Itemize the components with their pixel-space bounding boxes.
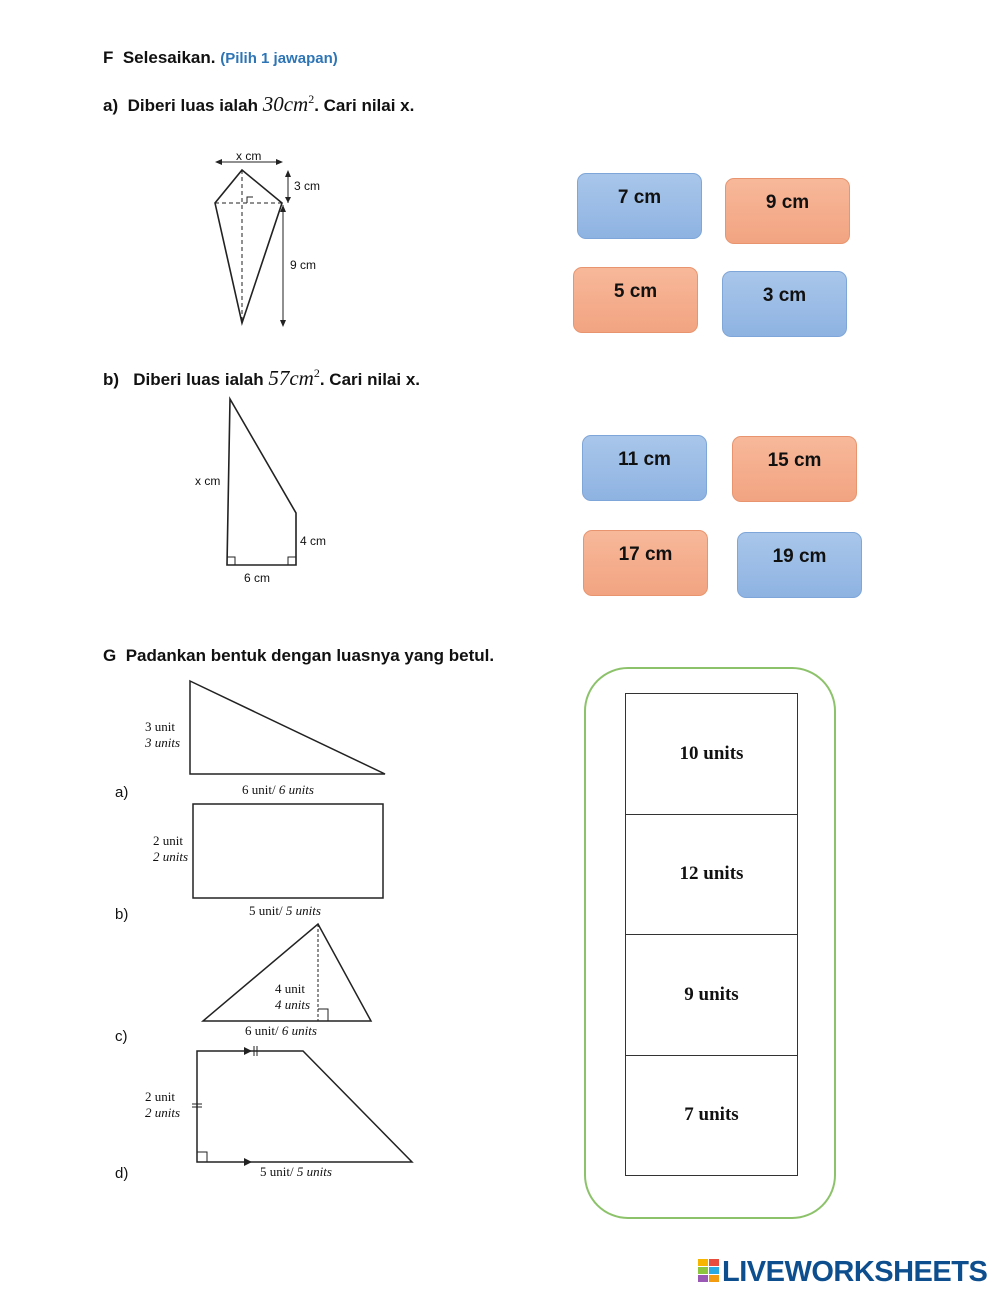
answer-7-units[interactable]: 7 units — [684, 1104, 739, 1125]
kite-top-label: x cm — [236, 149, 262, 163]
shape-d-height: 2 unit 2 units — [145, 1089, 181, 1120]
kite-lower-label: 9 cm — [290, 258, 317, 272]
answer-9-units[interactable]: 9 units — [626, 935, 797, 1056]
shape-b-rectangle — [188, 800, 388, 902]
instruction-text: (Pilih 1 jawapan) — [220, 50, 338, 67]
shape-c-base: 6 unit/ 6 units — [245, 1023, 317, 1038]
option-a-7cm[interactable]: 7 cm — [577, 173, 702, 239]
option-a-5cm[interactable]: 5 cm — [573, 267, 698, 333]
area-a: $30cm^2$ — [262, 92, 315, 116]
question-a: a) Diberi luas ialah $30cm^2$. Cari nilai x. — [103, 92, 415, 116]
option-b-11cm[interactable]: 11 cm — [582, 435, 707, 501]
trapezium-figure — [220, 395, 310, 570]
shape-d-trapezium — [190, 1044, 420, 1168]
kite-upper-label: 3 cm — [294, 179, 321, 193]
kite-figure — [205, 145, 335, 330]
trap-right-label: 4 cm — [300, 534, 327, 548]
liveworksheets-logo-icon — [698, 1259, 720, 1283]
liveworksheets-logo-text: LIVEWORKSHEETS — [722, 1256, 988, 1288]
option-b-19cm[interactable]: 19 cm — [737, 532, 862, 598]
answer-table — [625, 693, 798, 1176]
trap-bottom-label: 6 cm — [244, 571, 271, 585]
option-b-17cm[interactable]: 17 cm — [583, 530, 708, 596]
shape-b-height: 2 unit 2 units — [153, 833, 189, 864]
answer-10-units[interactable]: 10 units — [626, 694, 797, 815]
shape-d-base: 5 unit/ 5 units — [260, 1164, 332, 1179]
shape-a-height: 3 unit 3 units — [145, 719, 181, 750]
trap-left-label: x cm — [195, 474, 221, 488]
shape-a-triangle — [185, 678, 395, 780]
section-f-heading: F Selesaikan. (Pilih 1 jawapan) — [103, 48, 338, 67]
area-b: $57cm^2$ — [268, 366, 320, 390]
option-b-15cm[interactable]: 15 cm — [732, 436, 857, 502]
section-g-heading: G Padankan bentuk dengan luasnya yang betul. — [103, 646, 495, 665]
answer-12-units[interactable]: 12 units — [626, 814, 797, 935]
shape-a-label: a) — [115, 784, 129, 801]
shape-a-base: 6 unit/ 6 units — [242, 782, 314, 797]
shape-d-label: d) — [115, 1165, 129, 1182]
shape-c-height: 4 unit 4 units — [275, 981, 311, 1012]
shape-b-base: 5 unit/ 5 units — [249, 903, 321, 918]
question-b: b) Diberi luas ialah $57cm^2$. Cari nilai x. — [103, 366, 420, 390]
shape-c-label: c) — [115, 1028, 128, 1045]
option-a-3cm[interactable]: 3 cm — [722, 271, 847, 337]
option-a-9cm[interactable]: 9 cm — [725, 178, 850, 244]
shape-b-label: b) — [115, 906, 129, 923]
